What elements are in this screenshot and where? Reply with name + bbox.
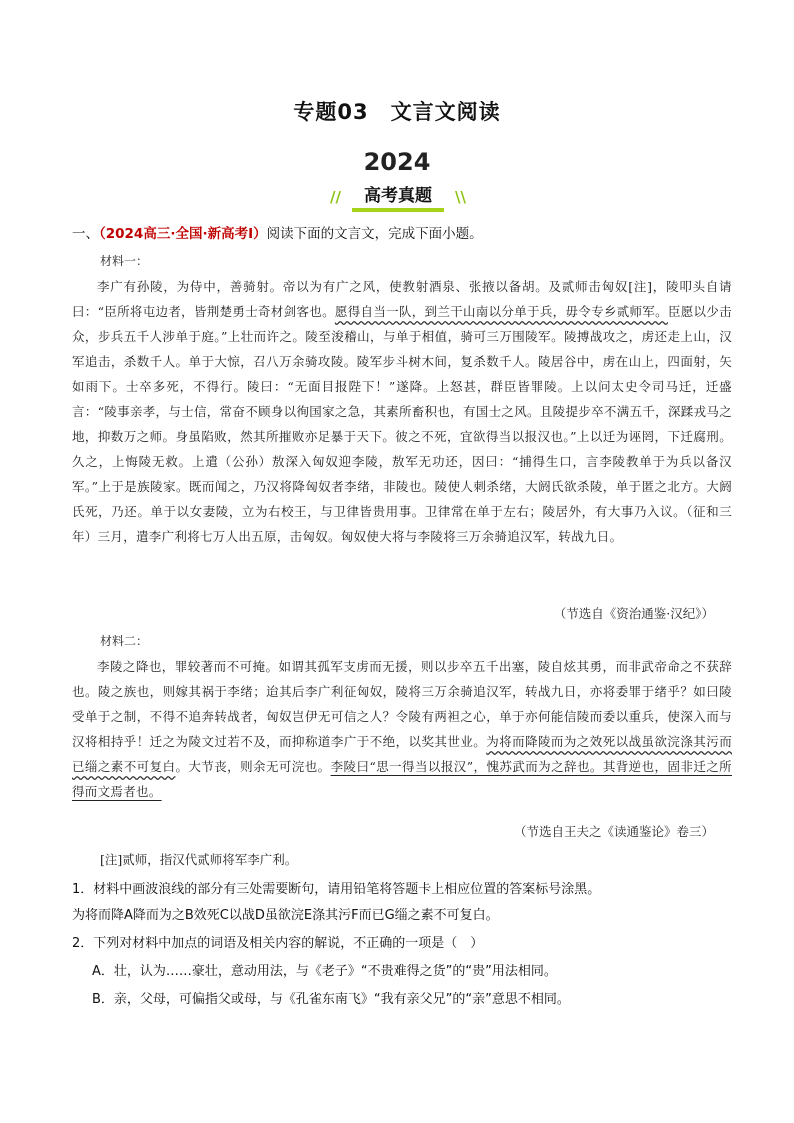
section-badge — [330, 186, 466, 208]
question-1: 1．材料中画波浪线的部分有三处需要断句，请用铅笔将答题卡上相应位置的答案标号涂黑。 — [72, 882, 601, 897]
question-1-text: 为将而降A降而为之B效死C以战D虽欲浣E涤其污F而已G缁之素不可复白。 — [72, 908, 499, 923]
question-heading — [72, 222, 483, 242]
question-2-option-b: B．亲，父母，可偏指父或母，与《孔雀东南飞》“我有亲父兄”的“亲”意思不相同。 — [92, 992, 570, 1007]
material-2-wavy-text: 为将而降陵而为之效死以战虽欲浣涤其污而已缁之素不可复白 — [72, 734, 732, 774]
badge-slash-left-icon: // — [330, 188, 341, 206]
material-1-text — [72, 274, 732, 549]
material-2-text-b: 。大节丧，则余无可浣也。 — [175, 759, 331, 774]
material-2-source: （节选自王夫之《读通鉴论》卷三） — [513, 824, 714, 839]
year-heading: 2024 — [363, 148, 431, 176]
material-2-label: 材料二： — [100, 634, 149, 648]
material-2-text-a: 李陵之降也，罪较著而不可掩。如谓其孤军支虏而无援，则以步卒五千出塞，陵自炫其勇，而非武帝命之不获辞也。陵之族也，则嫁其祸于李绪；迨其后李广利征匈奴，陵将三万余骑追汉军，转战九日，亦将委罪于绪乎？如曰陵受单于之制，不得不追奔转战者，匈奴岂伊无可信之人？令陵有两袒之心，单于亦何能信陵而委以重兵，使深入而与汉将相持乎！迁之为陵文过若不及，而抑称道李广于不绝，以奖其世业。 — [72, 659, 732, 749]
badge-slash-right-icon: \\ — [455, 188, 466, 206]
material-1-label: 材料一： — [100, 254, 149, 268]
question-source: （2024高三·全国·新高考I） — [99, 226, 267, 242]
question-2: 2．下列对材料中加点的词语及相关内容的解说，不正确的一项是（ ） — [72, 936, 484, 951]
question-prefix: 一、 — [72, 226, 99, 242]
question-2-option-a: A．壮，认为……豪壮，意动用法，与《老子》“不贵难得之货”的“贵”用法相同。 — [92, 964, 557, 979]
badge-label: 高考真题 — [352, 186, 444, 212]
material-1-text-a: 李广有孙陵，为侍中，善骑射。帝以为有广之风，使教射酒泉、张掖以备胡。及贰师击匈奴[注]，陵叩头自请曰：“臣所将屯边者，皆荆楚勇士奇材剑客也。 — [72, 279, 732, 319]
material-1-text-b: 臣愿以少击众，步兵五千人涉单于庭。”上壮而许之。陵至浚稽山，与单于相值，骑可三万围陵军。陵搏战攻之，虏还走上山，汉军追击，杀数千人。单于大惊，召八万余骑攻陵。陵军步斗树木间，复杀数千人。陵居谷中，虏在山上，四面射，矢如雨下。士卒多死，不得行。陵曰：“无面目报陛下！”遂降。上怒甚，群臣皆罪陵。上以问太史令司马迁，迁盛言：“陵事亲孝，与士信，常奋不顾身以徇国家之急，其素所畜积也，有国士之风。且陵提步卒不满五千，深蹂戎马之地，抑数万之师。身虽陷败，然其所摧败亦足暴于天下。彼之不死，宜欲得当以报汉也。”上以迁为诬罔，下迁腐刑。久之，上悔陵无救。上遣（公孙）敖深入匈奴迎李陵，敖军无功还，因曰：“捕得生口，言李陵教单于为兵以备汉军。”上于是族陵家。既而闻之，乃汉将降匈奴者李绪，非陵也。陵使人刺杀绪，大阏氏欲杀陵，单于匿之北方。大阏氏死，乃还。单于以女妻陵，立为右校王，与卫律皆贵用事。卫律常在单于左右；陵居外，有大事乃入议。（征和三年）三月，遣李广利将七万人出五原，击匈奴。匈奴使大将与李陵将三万余骑追汉军，转战九日。 — [72, 304, 732, 544]
material-1-wavy-text: 愿得自当一队，到兰干山南以分单于兵，毋令专乡贰师军。 — [334, 304, 668, 319]
footnote: [注]贰师，指汉代贰师将军李广利。 — [100, 852, 298, 867]
material-2-underlined-text: 李陵曰“思一得当以报汉”，愧苏武而为之辞也。其背逆也，固非迁之所得而文焉者也。 — [72, 759, 732, 799]
question-instruction: 阅读下面的文言文，完成下面小题。 — [266, 226, 483, 242]
material-1-source: （节选自《资治通鉴·汉纪》） — [553, 606, 714, 621]
material-2-text — [72, 654, 732, 804]
page-title: 专题03 文言文阅读 — [293, 100, 501, 124]
